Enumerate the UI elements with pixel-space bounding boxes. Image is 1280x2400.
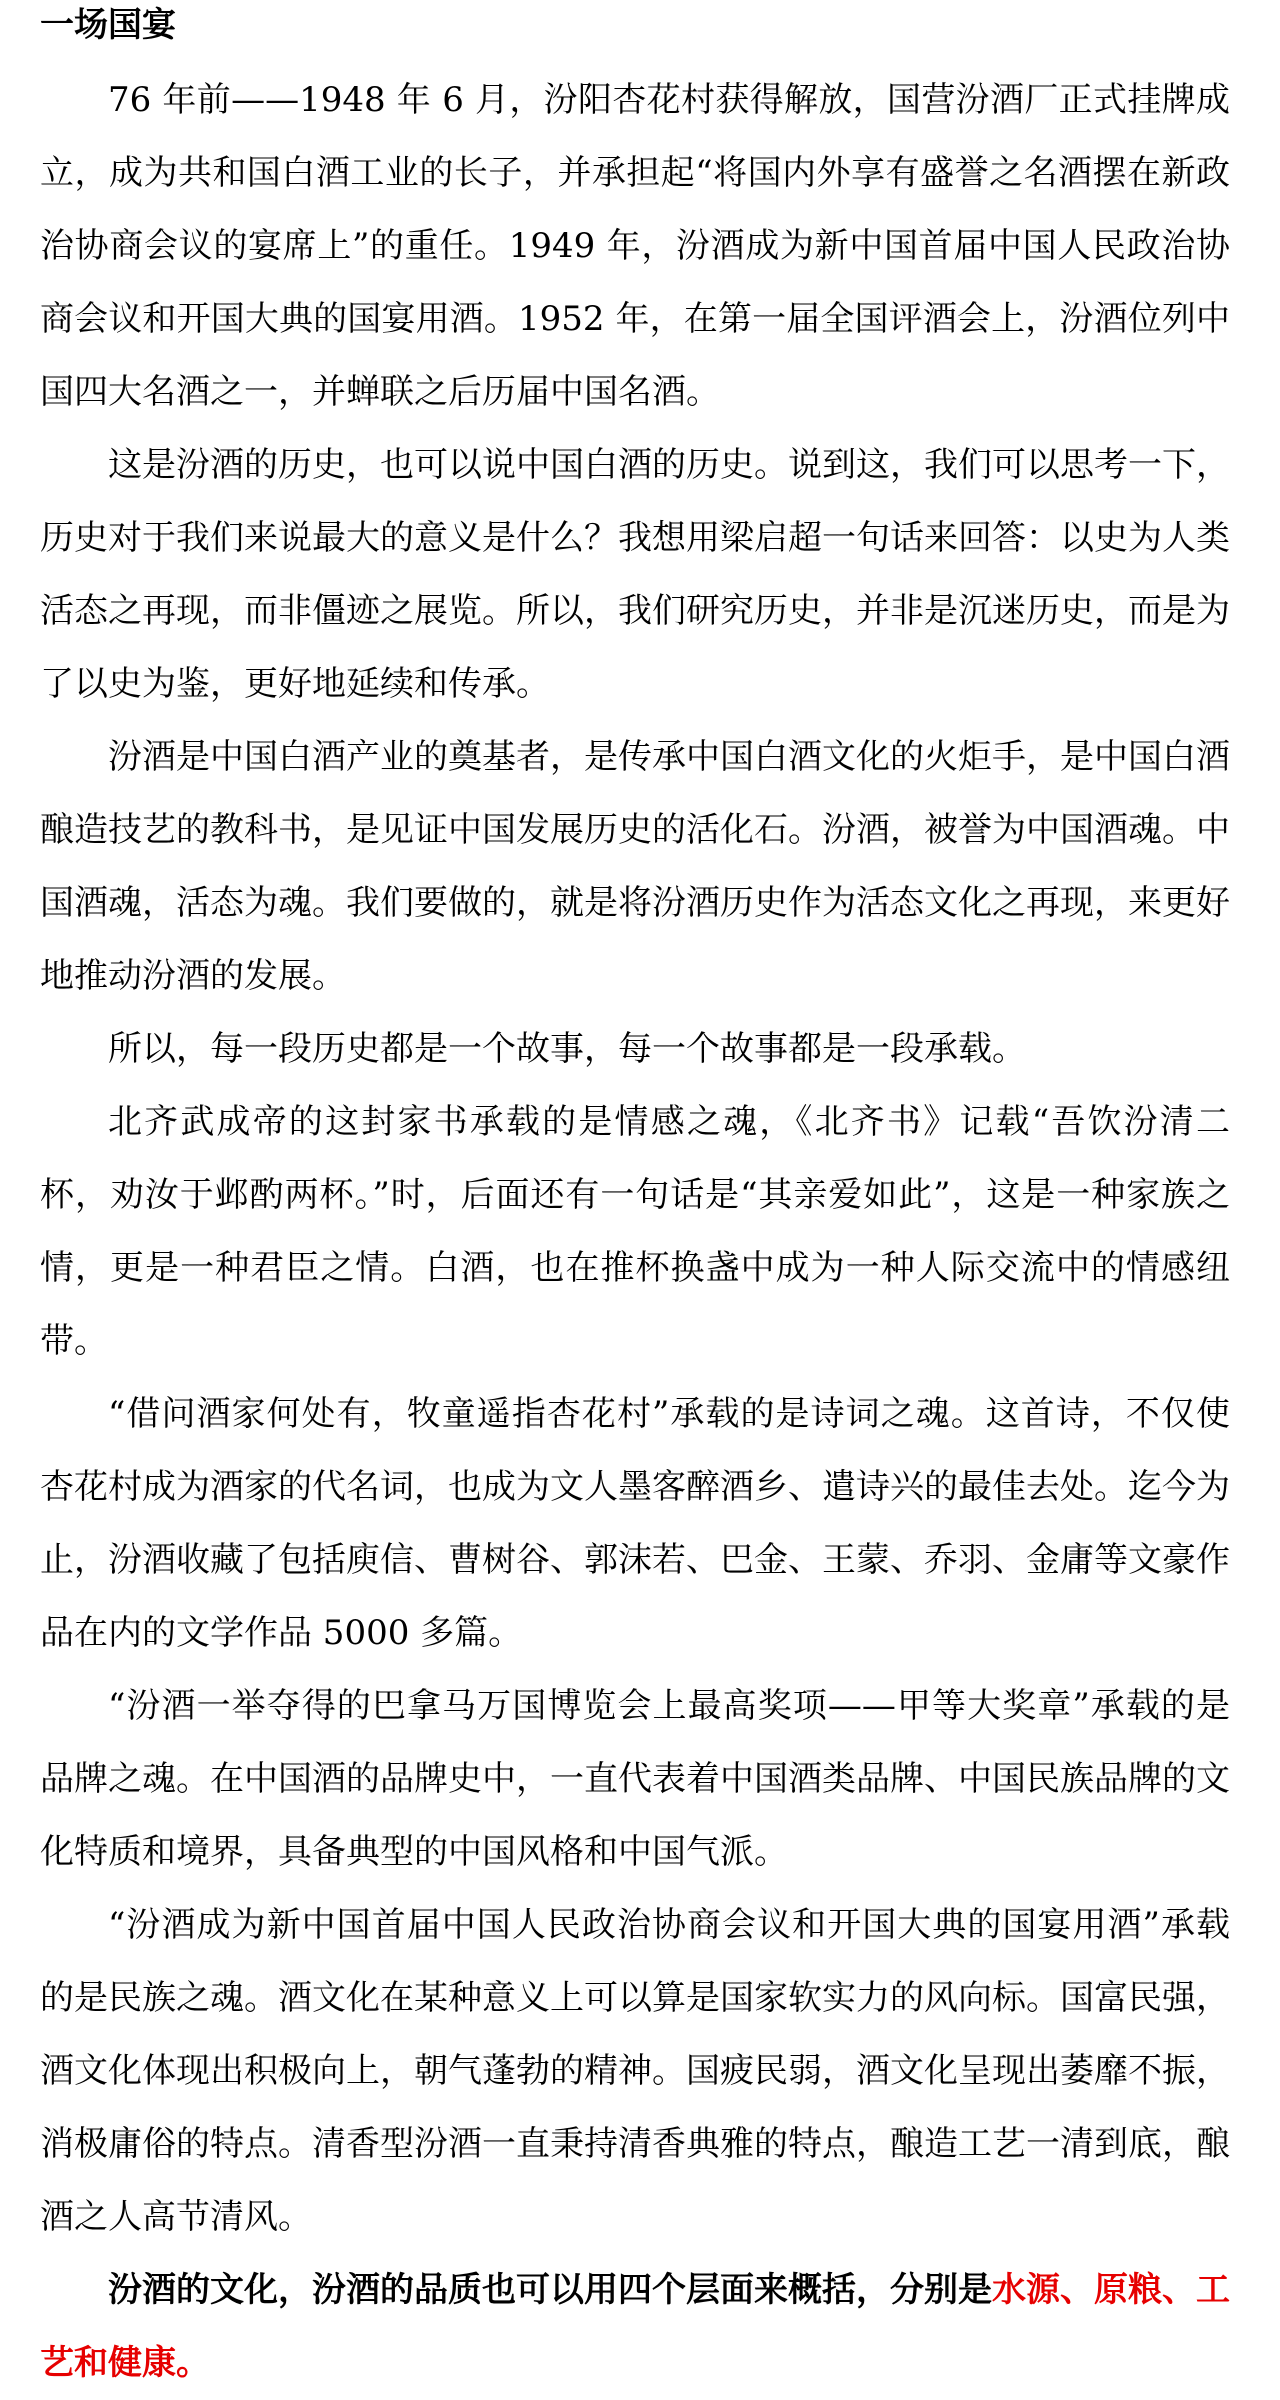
document-title: 一场国宴 [40,5,176,45]
paragraph-2: 这是汾酒的历史，也可以说中国白酒的历史。说到这，我们可以思考一下，历史对于我们来说最大的意义是什么？我想用梁启超一句话来回答：以史为人类活态之再现，而非僵迹之展览。所以，我们研究历史，并非是沉迷历史，而是为了以史为鉴，更好地延续和传承。 [40,445,1230,704]
closing-paragraph-text: 汾酒的文化，汾酒的品质也可以用四个层面来概括，分别是 [108,2270,992,2310]
closing-paragraph-highlight: 水源、原粮、工艺和健康。 [40,2270,1230,2383]
document-page [40,0,1230,2400]
closing-paragraph [40,2254,1230,2400]
paragraph-4: 所以，每一段历史都是一个故事，每一个故事都是一段承载。 [108,1029,1026,1069]
paragraph-7: “汾酒一举夺得的巴拿马万国博览会上最高奖项——甲等大奖章”承载的是品牌之魂。在中国酒的品牌史中，一直代表着中国酒类品牌、中国民族品牌的文化特质和境界，具备典型的中国风格和中国气派。 [40,1686,1230,1872]
paragraph-3: 汾酒是中国白酒产业的奠基者，是传承中国白酒文化的火炬手，是中国白酒酿造技艺的教科书，是见证中国发展历史的活化石。汾酒，被誉为中国酒魂。中国酒魂，活态为魂。我们要做的，就是将汾酒历史作为活态文化之再现，来更好地推动汾酒的发展。 [40,737,1230,996]
paragraph-8: “汾酒成为新中国首届中国人民政治协商会议和开国大典的国宴用酒”承载的是民族之魂。酒文化在某种意义上可以算是国家软实力的风向标。国富民强，酒文化体现出积极向上，朝气蓬勃的精神。国疲民弱，酒文化呈现出萎靡不振，消极庸俗的特点。清香型汾酒一直秉持清香典雅的特点，酿造工艺一清到底，酿酒之人高节清风。 [40,1905,1230,2237]
paragraph-6: “借问酒家何处有，牧童遥指杏花村”承载的是诗词之魂。这首诗，不仅使杏花村成为酒家的代名词，也成为文人墨客醉酒乡、遣诗兴的最佳去处。迄今为止，汾酒收藏了包括庾信、曹树谷、郭沫若、巴金、王蒙、乔羽、金庸等文豪作品在内的文学作品 5000 多篇。 [40,1394,1230,1653]
paragraph-5: 北齐武成帝的这封家书承载的是情感之魂，《北齐书》记载“吾饮汾清二杯，劝汝于邺酌两杯。”时，后面还有一句话是“其亲爱如此”，这是一种家族之情，更是一种君臣之情。白酒，也在推杯换盏中成为一种人际交流中的情感纽带。 [40,1102,1230,1361]
paragraph-1: 76 年前——1948 年 6 月，汾阳杏花村获得解放，国营汾酒厂正式挂牌成立，成为共和国白酒工业的长子，并承担起“将国内外享有盛誉之名酒摆在新政治协商会议的宴席上”的重任。1949 年，汾酒成为新中国首届中国人民政治协商会议和开国大典的国宴用酒。1952 年，在第一届全国评酒会上，汾酒位列中国四大名酒之一，并蝉联之后历届中国名酒。 [40,80,1230,412]
